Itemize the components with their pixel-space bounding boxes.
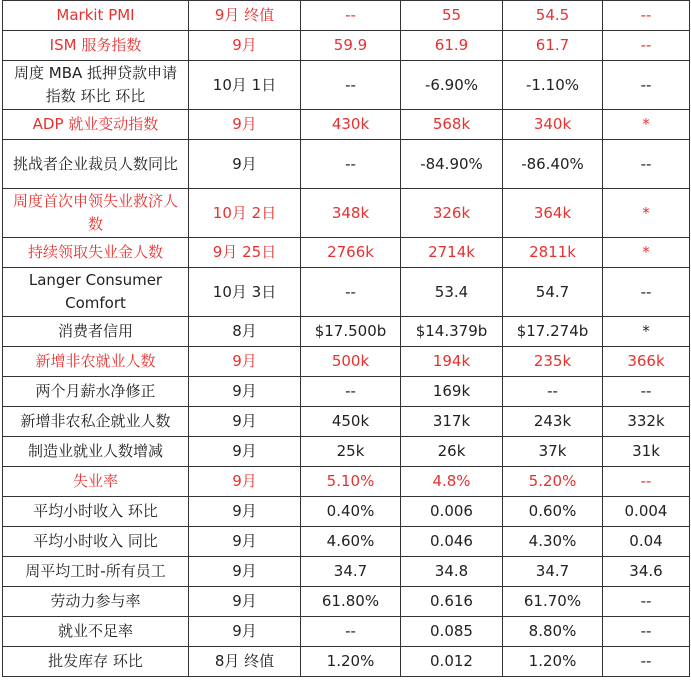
actual-value-cell: 59.9	[301, 31, 401, 61]
revised-value-cell: --	[603, 268, 690, 317]
previous-value-cell: 37k	[503, 437, 603, 467]
period-cell: 9月	[189, 377, 301, 407]
actual-value-cell: 34.7	[301, 557, 401, 587]
table-row	[3, 61, 690, 110]
revised-value-cell: 332k	[603, 407, 690, 437]
table-row	[3, 238, 690, 268]
indicator-name-cell: 劳动力参与率	[3, 587, 189, 617]
period-cell: 9月	[189, 437, 301, 467]
forecast-value-cell: 61.9	[401, 31, 503, 61]
table-row	[3, 347, 690, 377]
period-cell: 9月	[189, 497, 301, 527]
revised-value-cell: --	[603, 587, 690, 617]
actual-value-cell: 61.80%	[301, 587, 401, 617]
forecast-value-cell: 0.006	[401, 497, 503, 527]
indicator-name-cell: 失业率	[3, 467, 189, 497]
indicator-name-cell: 挑战者企业裁员人数同比	[3, 140, 189, 189]
actual-value-cell: 4.60%	[301, 527, 401, 557]
actual-value-cell: --	[301, 617, 401, 647]
forecast-value-cell: 2714k	[401, 238, 503, 268]
table-row	[3, 437, 690, 467]
previous-value-cell: 1.20%	[503, 647, 603, 677]
revised-value-cell: 0.004	[603, 497, 690, 527]
actual-value-cell: 430k	[301, 110, 401, 140]
previous-value-cell: --	[503, 377, 603, 407]
forecast-value-cell: 0.085	[401, 617, 503, 647]
indicator-name-cell: 就业不足率	[3, 617, 189, 647]
revised-value-cell: 0.04	[603, 527, 690, 557]
actual-value-cell: 1.20%	[301, 647, 401, 677]
period-cell: 10月 2日	[189, 189, 301, 238]
table-row	[3, 497, 690, 527]
forecast-value-cell: 26k	[401, 437, 503, 467]
previous-value-cell: 54.5	[503, 1, 603, 31]
revised-value-cell: --	[603, 61, 690, 110]
revised-value-cell: *	[603, 110, 690, 140]
table-row	[3, 407, 690, 437]
actual-value-cell: 0.40%	[301, 497, 401, 527]
table-row	[3, 467, 690, 497]
forecast-value-cell: 0.616	[401, 587, 503, 617]
forecast-value-cell: -6.90%	[401, 61, 503, 110]
period-cell: 9月	[189, 617, 301, 647]
previous-value-cell: $17.274b	[503, 317, 603, 347]
previous-value-cell: 0.60%	[503, 497, 603, 527]
forecast-value-cell: 4.8%	[401, 467, 503, 497]
indicator-name-cell: 周度首次申领失业救济人数	[3, 189, 189, 238]
period-cell: 9月	[189, 407, 301, 437]
table-row	[3, 31, 690, 61]
actual-value-cell: --	[301, 268, 401, 317]
revised-value-cell: 366k	[603, 347, 690, 377]
previous-value-cell: 2811k	[503, 238, 603, 268]
previous-value-cell: 340k	[503, 110, 603, 140]
previous-value-cell: 61.7	[503, 31, 603, 61]
previous-value-cell: 8.80%	[503, 617, 603, 647]
previous-value-cell: 4.30%	[503, 527, 603, 557]
indicator-name-cell: 平均小时收入 环比	[3, 497, 189, 527]
actual-value-cell: --	[301, 1, 401, 31]
table-row	[3, 557, 690, 587]
indicator-name-cell: Markit PMI	[3, 1, 189, 31]
forecast-value-cell: 0.012	[401, 647, 503, 677]
actual-value-cell: --	[301, 140, 401, 189]
period-cell: 10月 3日	[189, 268, 301, 317]
forecast-value-cell: 317k	[401, 407, 503, 437]
actual-value-cell: 2766k	[301, 238, 401, 268]
previous-value-cell: 364k	[503, 189, 603, 238]
table-row	[3, 377, 690, 407]
previous-value-cell: 34.7	[503, 557, 603, 587]
period-cell: 9月	[189, 587, 301, 617]
indicator-name-cell: 批发库存 环比	[3, 647, 189, 677]
period-cell: 9月	[189, 557, 301, 587]
forecast-value-cell: 53.4	[401, 268, 503, 317]
table-row	[3, 587, 690, 617]
table-row	[3, 110, 690, 140]
period-cell: 8月 终值	[189, 647, 301, 677]
actual-value-cell: 500k	[301, 347, 401, 377]
table-row	[3, 647, 690, 677]
period-cell: 9月 终值	[189, 1, 301, 31]
actual-value-cell: --	[301, 377, 401, 407]
revised-value-cell: --	[603, 647, 690, 677]
forecast-value-cell: 0.046	[401, 527, 503, 557]
table-row	[3, 268, 690, 317]
revised-value-cell: --	[603, 140, 690, 189]
indicator-name-cell: 新增非农私企就业人数	[3, 407, 189, 437]
indicator-name-cell: 周平均工时-所有员工	[3, 557, 189, 587]
table-row	[3, 617, 690, 647]
forecast-value-cell: $14.379b	[401, 317, 503, 347]
revised-value-cell: --	[603, 1, 690, 31]
indicator-name-cell: Langer Consumer Comfort	[3, 268, 189, 317]
revised-value-cell: --	[603, 617, 690, 647]
table-body	[3, 1, 690, 677]
period-cell: 9月	[189, 467, 301, 497]
period-cell: 9月	[189, 347, 301, 377]
forecast-value-cell: -84.90%	[401, 140, 503, 189]
forecast-value-cell: 326k	[401, 189, 503, 238]
revised-value-cell: *	[603, 238, 690, 268]
actual-value-cell: 450k	[301, 407, 401, 437]
indicator-name-cell: 新增非农就业人数	[3, 347, 189, 377]
indicator-name-cell: 周度 MBA 抵押贷款申请指数 环比 环比	[3, 61, 189, 110]
table-row	[3, 317, 690, 347]
indicator-name-cell: ADP 就业变动指数	[3, 110, 189, 140]
forecast-value-cell: 34.8	[401, 557, 503, 587]
table-row	[3, 189, 690, 238]
period-cell: 9月	[189, 527, 301, 557]
period-cell: 8月	[189, 317, 301, 347]
revised-value-cell: *	[603, 189, 690, 238]
actual-value-cell: $17.500b	[301, 317, 401, 347]
revised-value-cell: --	[603, 31, 690, 61]
indicator-name-cell: 消费者信用	[3, 317, 189, 347]
table-row	[3, 140, 690, 189]
previous-value-cell: -1.10%	[503, 61, 603, 110]
indicator-name-cell: 持续领取失业金人数	[3, 238, 189, 268]
indicator-name-cell: 平均小时收入 同比	[3, 527, 189, 557]
actual-value-cell: 5.10%	[301, 467, 401, 497]
period-cell: 9月	[189, 110, 301, 140]
period-cell: 10月 1日	[189, 61, 301, 110]
previous-value-cell: 54.7	[503, 268, 603, 317]
revised-value-cell: --	[603, 467, 690, 497]
previous-value-cell: 243k	[503, 407, 603, 437]
table-row	[3, 527, 690, 557]
previous-value-cell: 61.70%	[503, 587, 603, 617]
previous-value-cell: 235k	[503, 347, 603, 377]
indicator-name-cell: ISM 服务指数	[3, 31, 189, 61]
indicator-name-cell: 两个月薪水净修正	[3, 377, 189, 407]
forecast-value-cell: 194k	[401, 347, 503, 377]
revised-value-cell: 34.6	[603, 557, 690, 587]
table-row	[3, 1, 690, 31]
revised-value-cell: --	[603, 377, 690, 407]
revised-value-cell: 31k	[603, 437, 690, 467]
previous-value-cell: -86.40%	[503, 140, 603, 189]
period-cell: 9月	[189, 140, 301, 189]
period-cell: 9月	[189, 31, 301, 61]
previous-value-cell: 5.20%	[503, 467, 603, 497]
actual-value-cell: 25k	[301, 437, 401, 467]
forecast-value-cell: 169k	[401, 377, 503, 407]
actual-value-cell: 348k	[301, 189, 401, 238]
period-cell: 9月 25日	[189, 238, 301, 268]
economic-data-table	[2, 0, 690, 677]
forecast-value-cell: 55	[401, 1, 503, 31]
actual-value-cell: --	[301, 61, 401, 110]
forecast-value-cell: 568k	[401, 110, 503, 140]
indicator-name-cell: 制造业就业人数增减	[3, 437, 189, 467]
revised-value-cell: *	[603, 317, 690, 347]
